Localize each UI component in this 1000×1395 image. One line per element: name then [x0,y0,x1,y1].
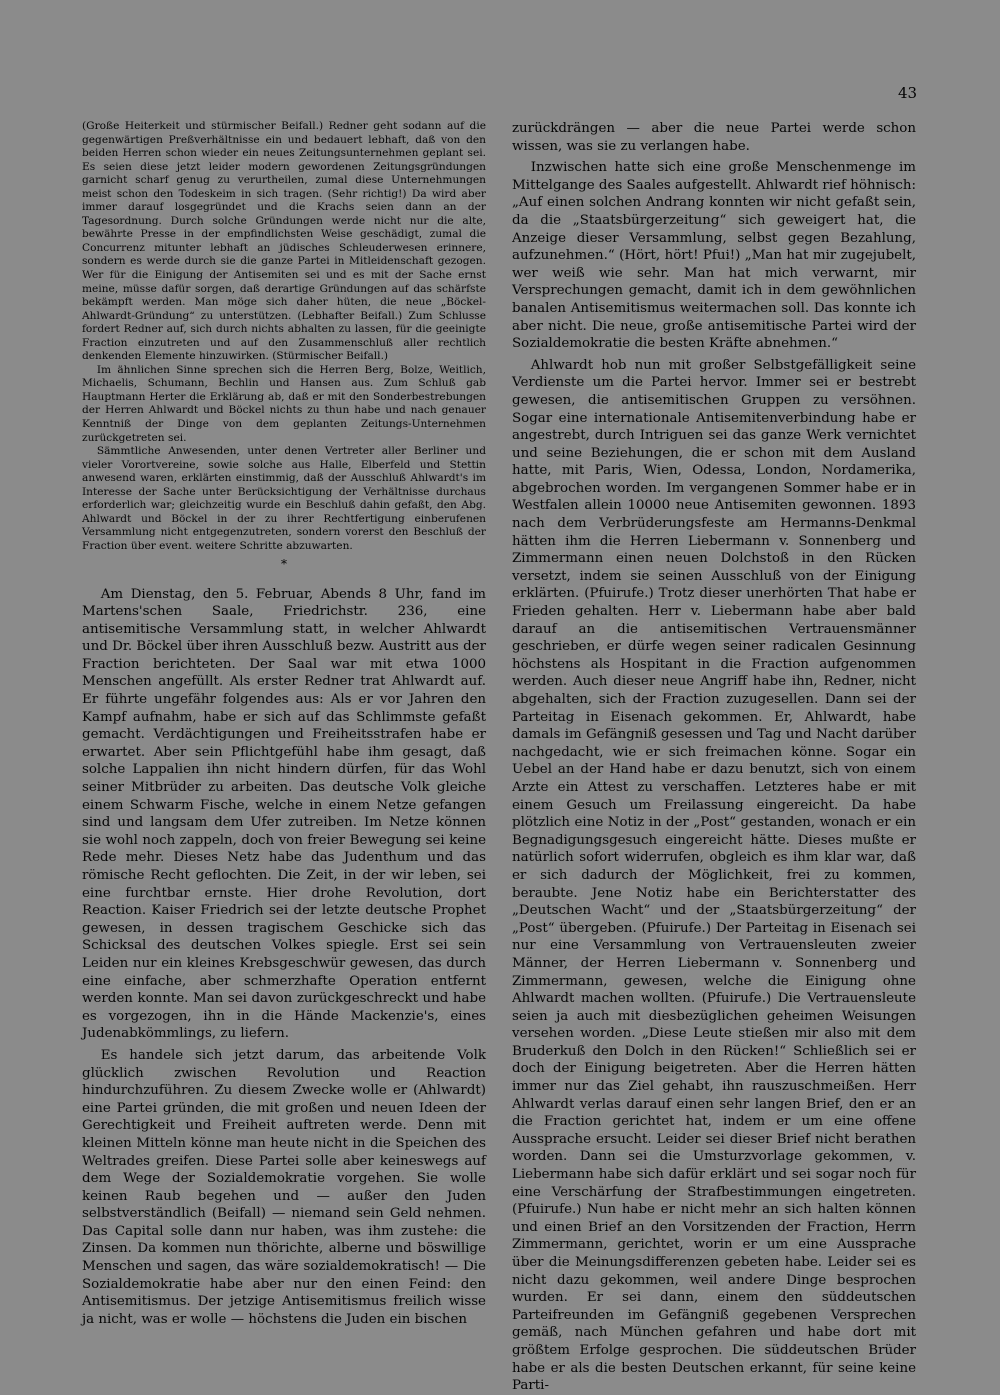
article-paragraph: Ahlwardt hob nun mit großer Selbstgefälligkeit seine Verdienste um die Partei hervor. Immer sei er bestrebt gewesen, die antisemitischen Gruppen zu versöhnen. Sogar eine internationale Antisemitenverbindung habe er angestrebt, durch Intriguen sei das ganze Werk vernichtet und seine Beziehungen, die er schon mit dem Ausland hatte, mit Paris, Wien, Odessa, London, Nordamerika, abgebrochen worden. Im vergangenen Sommer habe er in Westfalen allein 10000 neue Antisemiten gewonnen. 1893 nach dem Verbrüderungsfeste am Hermanns-Denkmal hätten ihm die Herren Liebermann v. Sonnenberg und Zimmermann einen neuen Dolchstoß in den Rücken versetzt, indem sie seinen Ausschluß von der Einigung erklärten. (Pfuirufe.) Trotz dieser unerhörten That habe er Frieden gehalten. Herr v. Liebermann habe aber bald darauf an die antisemitischen Vertrauensmänner geschrieben, er dürfe wegen seiner radicalen Gesinnung höchstens als Hospitant in die Fraction aufgenommen werden. Auch dieser neue Angriff habe ihn, Redner, nicht abgehalten, sich der Fraction zuzugesellen. Dann sei der Parteitag in Eisenach gekommen. Er, Ahlwardt, habe damals im Gefängniß gesessen und Tag und Nacht darüber nachgedacht, wie er sich freimachen könne. Sogar ein Uebel an der Hand habe er dazu benutzt, sich von einem Arzte ein Attest zu verschaffen. Letzteres habe er mit einem Gesuch um Freilassung eingereicht. Da habe plötzlich eine Notiz in der „Post“ gestanden, wonach er ein Begnadigungsgesuch eingereicht hätte. Dieses mußte er natürlich sofort widerrufen, obgleich es ihm klar war, daß er sich dadurch der Möglichkeit, frei zu kommen, beraubte. Jene Notiz habe ein Berichterstatter des „Deutschen Wacht“ und der „Staatsbürgerzeitung“ der „Post“ übergeben. (Pfuirufe.) Der Parteitag in Eisenach sei nur eine Versammlung von Vertrauensleuten zweier Männer, der Herren Liebermann v. Sonnenberg und Zimmermann, gewesen, welche die Einigung ohne Ahlwardt machen wollten. (Pfuirufe.) Die Vertrauensleute seien ja auch mit diesbezüglichen geheimen Weisungen versehen worden. „Diese Leute stießen mir also mit dem Bruderkuß den Dolch in den Rücken!“ Schließlich sei er doch der Einigung beigetreten. Aber die Herren hätten immer nur das Ziel gehabt, ihn rauszuschmeißen. Herr Ahlwardt verlas darauf einen sehr langen Brief, den er an die Fraction gerichtet hat, indem er um eine offene Aussprache ersucht. Leider sei dieser Brief nicht berathen worden. Dann sei die Umsturzvorlage gekommen, v. Liebermann habe sich dafür erklärt und sei sogar noch für eine Verschärfung der Strafbestimmungen eingetreten. (Pfuirufe.) Nun habe er nicht mehr an sich halten können und einen Brief an den Vorsitzenden der Fraction, Herrn Zimmermann, gerichtet, worin er um eine Aussprache über die Meinungsdifferenzen gebeten habe. Leider sei es nicht dazu gekommen, weil andere Dinge besprochen wurden. Er sei dann, einem den süddeutschen Parteifreunden im Gefängniß gegebenen Versprechen gemäß, nach München gefahren und habe dort mit größtem Erfolge gesprochen. Die süddeutschen Brüder habe er als die besten Deutschen erkannt, für seine keine Parti- [512,357,916,1394]
page-number: 43 [898,84,918,102]
article-paragraph: Inzwischen hatte sich eine große Menschenmenge im Mittelgange des Saales aufgestellt. Ahlwardt rief höhnisch: „Auf einen solchen Andrang konnten wir nicht gefaßt sein, da die „Staatsbürgerzeitung“ sich geweigert hat, die Anzeige dieser Versammlung, selbst gegen Bezahlung, aufzunehmen.“ (Hört, hört! Pfui!) „Man hat mir zugejubelt, wer weiß wie sehr. Man hat mich verwarnt, mir Versprechungen gemacht, damit ich in dem gewöhnlichen banalen Antisemitismus weitermachen soll. Das konnte ich aber nicht. Die neue, große antisemitische Partei wird der Sozialdemokratie die besten Kräfte abnehmen.“ [512,160,916,352]
article-paragraph: Am Dienstag, den 5. Februar, Abends 8 Uhr, fand im Martens'schen Saale, Friedrichstr. 236, eine antisemitische Versammlung statt, in welcher Ahlwardt und Dr. Böckel über ihren Ausschluß bezw. Austritt aus der Fraction berichteten. Der Saal war mit etwa 1000 Menschen angefüllt. Als erster Redner trat Ahlwardt auf. Er führte ungefähr folgendes aus: Als er vor Jahren den Kampf aufnahm, habe er sich auf das Schlimmste gefaßt gemacht. Verdächtigungen und Freiheitsstrafen habe er erwartet. Aber sein Pflichtgefühl habe ihm gesagt, daß solche Lappalien ihn nicht hindern dürfen, für das Wohl seiner Mitbrüder zu arbeiten. Das deutsche Volk gleiche einem Schwarm Fische, welche in einem Netze gefangen sind und langsam dem Ufer zutreiben. Im Netze können sie wohl noch zappeln, doch von freier Bewegung sei keine Rede mehr. Dieses Netz habe das Judenthum und das römische Recht geflochten. Die Zeit, in der wir leben, sei eine furchtbar ernste. Hier drohe Revolution, dort Reaction. Kaiser Friedrich sei der letzte deutsche Prophet gewesen, in dessen tragischem Geschicke sich das Schicksal des deutschen Volkes spiegle. Erst sei sein Leiden nur ein kleines Krebsgeschwür gewesen, das durch eine einfache, aber schmerzhafte Operation entfernt werden konnte. Man sei davon zurückgeschreckt und habe es vorgezogen, ihn in die Hände Mackenzie's, eines Judenabkömmlings, zu liefern. [82,586,486,1042]
right-column [512,120,916,1395]
report-paragraph: (Große Heiterkeit und stürmischer Beifall.) Redner geht sodann auf die gegenwärtigen Preßverhältnisse ein und bedauert lebhaft, daß von den beiden Herren schon wieder ein neues Zeitungsunternehmen geplant sei. Es seien diese jetzt leider modern gewordenen Zeitungsgründungen garnicht scharf genug zu verurtheilen, zumal diese Unternehmungen meist schon den Todeskeim in sich tragen. (Sehr richtig!) Da wird aber immer darauf losgegründet und die Krachs seien dann an der Tagesordnung. Durch solche Gründungen werde nicht nur die alte, bewährte Presse in der empfindlichsten Weise geschädigt, zumal die Concurrenz mitunter lebhaft an jüdisches Schleuderwesen erinnere, sondern es werde durch sie die ganze Partei in Mitleidenschaft gezogen. Wer für die Einigung der Antisemiten sei und es mit der Sache ernst meine, müsse dafür sorgen, daß derartige Gründungen auf das schärfste bekämpft werden. Man möge sich daher hüten, die neue „Böckel-Ahlwardt-Gründung“ zu unterstützen. (Lebhafter Beifall.) Zum Schlusse fordert Redner auf, sich durch nichts abhalten zu lassen, für die geeinigte Fraction einzutreten und auf den Zusammenschluß aller rechtlich denkenden Elemente hinzuwirken. (Stürmischer Beifall.) [82,120,486,363]
article-paragraph: zurückdrängen — aber die neue Partei werde schon wissen, was sie zu verlangen habe. [512,121,916,154]
report-paragraph: Im ähnlichen Sinne sprechen sich die Herren Berg, Bolze, Weitlich, Michaelis, Schumann, Bechlin und Hansen aus. Zum Schluß gab Hauptmann Herter die Erklärung ab, daß er mit den Sonderbestrebungen der Herren Ahlwardt und Böckel nichts zu thun habe und nach genauer Kenntniß der Dinge von dem geplanten Zeitungs-Unternehmen zurückgetreten sei. [82,363,486,444]
left-column [82,120,486,1328]
report-paragraph: Sämmtliche Anwesenden, unter denen Vertreter aller Berliner und vieler Vorortvereine, sowie solche aus Halle, Elberfeld und Stettin anwesend waren, erklärten einstimmig, daß der Ausschluß Ahlwardt's im Interesse der Sache unter Berücksichtigung der Verhältnisse durchaus erforderlich war; gleichzeitig wurde ein Beschluß dahin gefaßt, den Abg. Ahlwardt und Böckel in der zu ihrer Rechtfertigung einberufenen Versammlung nicht entgegenzutreten, sondern vorerst den Beschluß der Fraction über event. weitere Schritte abzuwarten. [82,445,486,552]
section-separator: * [281,556,287,571]
article-paragraph: Es handele sich jetzt darum, das arbeitende Volk glücklich zwischen Revolution und Reaction hindurchzuführen. Zu diesem Zwecke wolle er (Ahlwardt) eine Partei gründen, die mit großen und neuen Ideen der Gerechtigkeit und Freiheit auftreten werde. Denn mit kleinen Mitteln könne man heute nicht in die Speichen des Weltrades greifen. Diese Partei solle aber keineswegs auf dem Wege der Sozialdemokratie vorgehen. Sie wolle keinen Raub begehen und — außer den Juden selbstverständlich (Beifall) — niemand sein Geld nehmen. Das Capital solle dann nur haben, was ihm zustehe: die Zinsen. Da kommen nun thörichte, alberne und böswillige Menschen und sagen, das wäre sozialdemokratisch! — Die Sozialdemokratie habe aber nur den einen Feind: den Antisemitismus. Der jetzige Antisemitismus freilich wisse ja nicht, was er wolle — höchstens die Juden ein bischen [82,1047,486,1327]
